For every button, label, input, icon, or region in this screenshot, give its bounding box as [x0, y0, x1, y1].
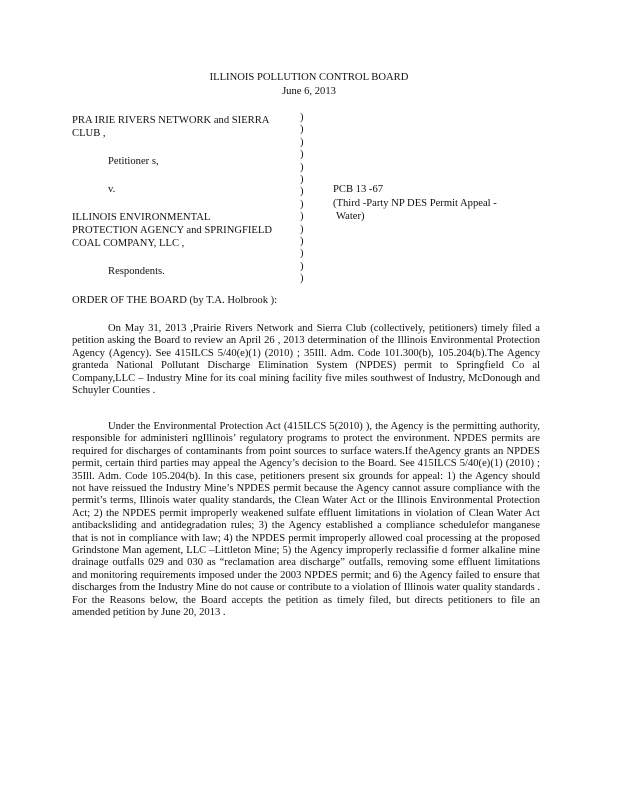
- caption-bracket: [300, 112, 310, 285]
- respondent-role: Respondents.: [108, 266, 165, 277]
- bracket-char: ): [300, 235, 304, 247]
- respondent-name-line3: COAL COMPANY, LLC ,: [72, 238, 185, 249]
- bracket-char: ): [300, 273, 304, 285]
- order-date: June 6, 2013: [282, 86, 336, 97]
- bracket-char: ): [300, 211, 304, 223]
- paragraph-2-text: Under the Environmental Protection Act (415ILCS 5(2010) ), the Agency is the permitting authority, responsible for administeri ngIllinois’ regulatory programs to protect the environment. NPDES permits are required for discharges of contaminants from point sources to surface waters.If theAgency grants an NPDES permit, certain third parties may appeal the Agency’s decision to the Board. See 415ILCS 5/40(e)(1) (2010) ; 35Ill. Adm. Code 105.204(b). In this case, petitioners present six grounds for appeal: 1) the Agency should not have reissued the Industry Mine’s NPDES permit because the Agency cannot assure compliance with the permit’s terms, Illinois water quality standards, the Clean Water Act or the Illinois Environmental Protection Act; 2) the NPDES permit improperly weakened sulfate effluent limitations in violation of Clean Water Act antibacksliding and antidegradation rules; 3) the Agency established a compliance schedulefor manganese that is not in compliance with law; 4) the NPDES permit improperly allowed coal processing at the proposed Grindstone Man agement, LLC –Littleton Mine; 5) the Agency improperly reclassifie d former alkaline mine drainage outfalls 029 and 030 as “reclamation area discharge” outfalls, removing some effluent limitations and monitoring requirements imposed under the 2003 NPDES permit; and 6) the Agency failed to ensure that discharges from the Industry Mine do not cause or contribute to a violation of Illinois water quality standards . For the Reasons below, the Board accepts the petition as timely filed, but directs petitioners to file an amended petition by June 20, 2013 .: [72, 421, 540, 619]
- bracket-char: ): [300, 149, 304, 161]
- bracket-char: ): [300, 173, 304, 185]
- paragraph-1-text: On May 31, 2013 ,Prairie Rivers Network and Sierra Club (collectively, petitioners) timely filed a petition asking the Board to review an April 26 , 2013 determination of the Illinois Environmental Protection Agency (Agency). See 415ILCS 5/40(e)(1) (2010) ; 35Ill. Adm. Code 101.300(b), 105.204(b).The Agency granteda National Pollutant Discharge Elimination System (NPDES) permit to Springfield Co al Company,LLC – Industry Mine for its coal mining facility five miles southwest of Industry, McDonough and Schuyler Counties .: [72, 323, 540, 397]
- order-heading: ORDER OF THE BOARD (by T.A. Holbrook ):: [72, 295, 278, 306]
- respondent-name-line2: PROTECTION AGENCY and SPRINGFIELD: [72, 225, 273, 236]
- bracket-char: ): [300, 186, 304, 198]
- case-number: PCB 13 -67: [333, 184, 384, 195]
- bracket-char: ): [300, 223, 304, 235]
- respondent-name-line1: ILLINOIS ENVIRONMENTAL: [72, 212, 211, 223]
- petitioner-name-line1: PRA IRIE RIVERS NETWORK and SIERRA: [72, 115, 270, 126]
- bracket-char: ): [300, 198, 304, 210]
- case-type-line1: (Third -Party NP DES Permit Appeal -: [333, 198, 497, 209]
- board-title: ILLINOIS POLLUTION CONTROL BOARD: [209, 72, 409, 83]
- case-type-line2: Water): [336, 211, 365, 222]
- bracket-char: ): [300, 124, 304, 136]
- bracket-char: ): [300, 248, 304, 260]
- paragraph-2: [72, 421, 540, 620]
- petitioner-name-line2: CLUB ,: [72, 128, 106, 139]
- bracket-char: ): [300, 136, 304, 148]
- versus-label: v.: [108, 184, 116, 195]
- bracket-char: ): [300, 112, 304, 123]
- bracket-char: ): [300, 260, 304, 272]
- paragraph-1: [72, 323, 540, 397]
- bracket-char: ): [300, 161, 304, 173]
- petitioner-role: Petitioner s,: [108, 156, 159, 167]
